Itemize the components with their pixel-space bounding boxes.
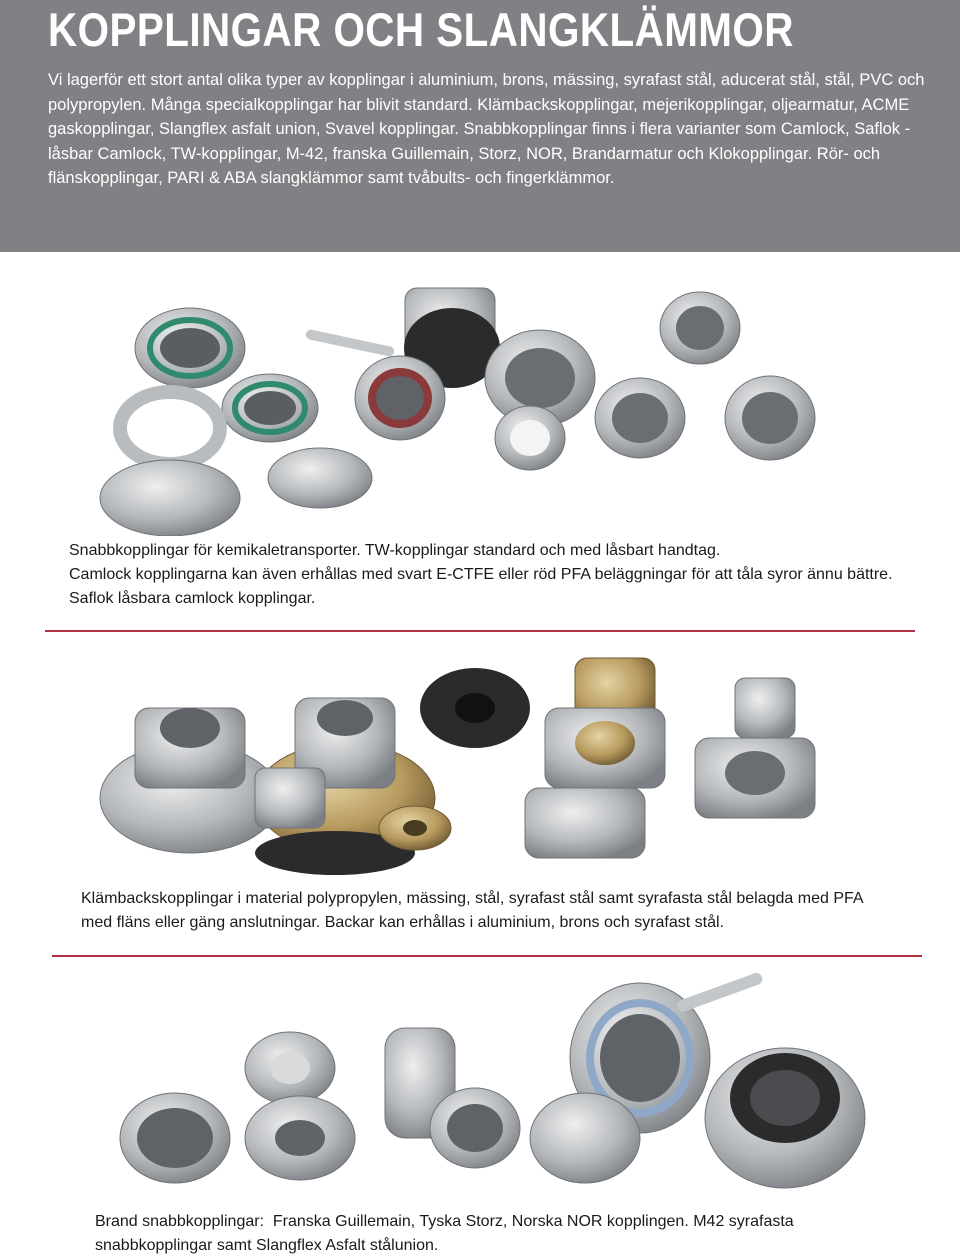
caption-line: med fläns eller gäng anslutningar. Backar kan erhållas i aluminium, brons och syrafast stål. bbox=[81, 914, 724, 931]
section-divider bbox=[52, 955, 922, 957]
intro-paragraph: Vi lagerför ett stort antal olika typer av kopplingar i aluminium, brons, mässing, syrafast stål, aducerat stål, stål, PVC och polypropylen. Många specialkopplingar har blivit standard. Klämbackskopplingar, mejerikopplingar, oljearmatur, ACME gaskopplingar, Slangflex asfalt union, Svavel kopplingar. Snabbkopplingar finns i flera varianter som Camlock, Saflok - låsbar Camlock, TW-kopplingar, M-42, franska Guillemain, Storz, NOR, Brandarmatur och Klokopplingar. Rör- och flänskopplingar, PARI & ABA slangklämmor samt tvåbults- och fingerklämmor. bbox=[48, 71, 925, 187]
caption-line: snabbkopplingar samt Slangflex Asfalt stålunion. bbox=[95, 1237, 439, 1254]
page-title: KOPPLINGAR OCH SLANGKLÄMMOR bbox=[48, 3, 794, 56]
section-divider bbox=[45, 630, 915, 632]
caption-line: Saflok låsbara camlock kopplingar. bbox=[69, 590, 316, 607]
header-banner bbox=[0, 0, 960, 252]
photo-clamp-couplings bbox=[95, 648, 875, 878]
caption-fire-couplings bbox=[95, 1210, 935, 1258]
caption-line: Klämbackskopplingar i material polypropylen, mässing, stål, syrafast stål samt syrafasta stål belagda med PFA bbox=[81, 890, 864, 907]
caption-line: Camlock kopplingarna kan även erhållas med svart E-CTFE eller röd PFA beläggningar för att tåla syror ännu bättre. bbox=[69, 566, 893, 583]
caption-quick-couplings bbox=[69, 539, 949, 611]
caption-clamp-couplings bbox=[81, 887, 941, 935]
photo-fire-couplings bbox=[115, 968, 875, 1203]
photo-quick-couplings bbox=[80, 268, 830, 536]
caption-line: Brand snabbkopplingar: Franska Guillemain, Tyska Storz, Norska NOR kopplingen. M42 syrafasta bbox=[95, 1213, 794, 1230]
caption-line: Snabbkopplingar för kemikaletransporter. TW-kopplingar standard och med låsbart handtag. bbox=[69, 542, 721, 559]
